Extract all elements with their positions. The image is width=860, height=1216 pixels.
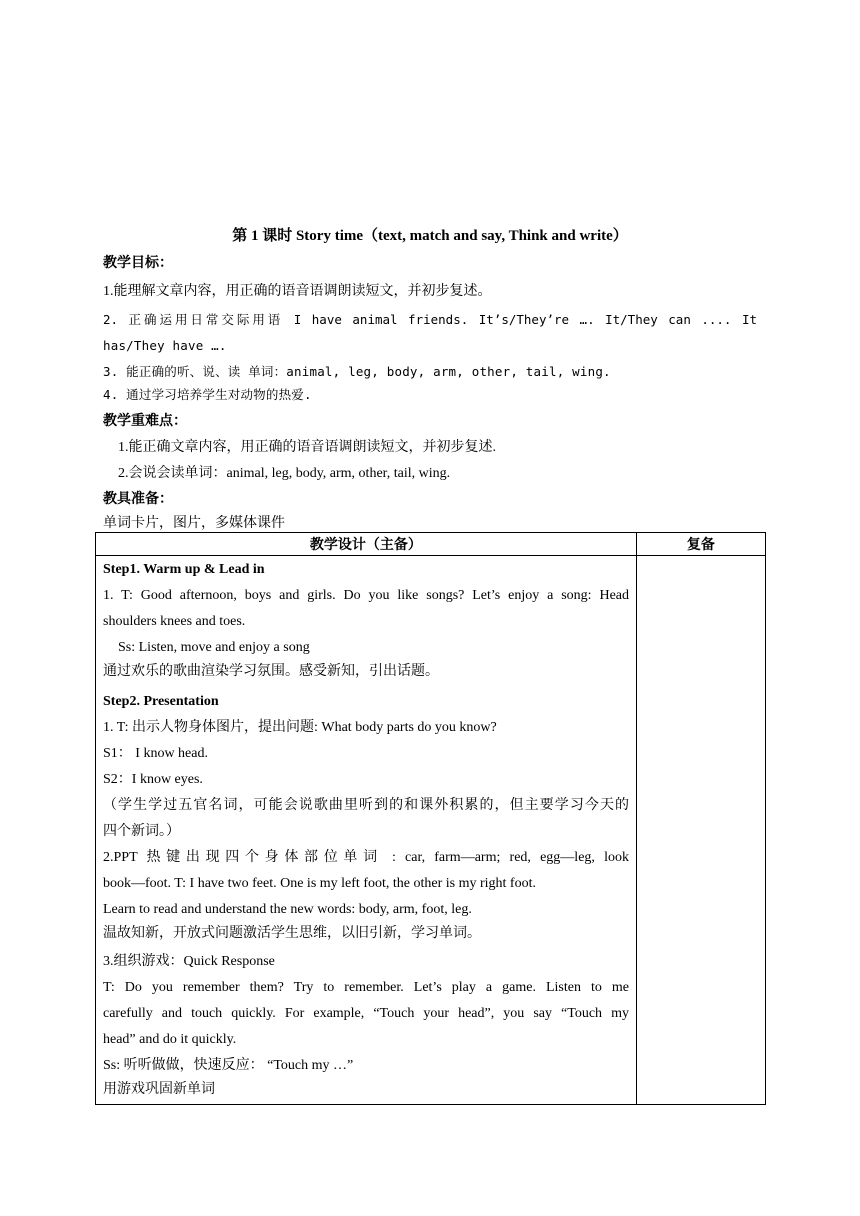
lesson-plan-table (95, 532, 766, 1105)
step2-line-12: carefully and touch quickly. For example, “Touch your head”, you say “Touch my (103, 1006, 629, 1021)
objective-item-1: 1.能理解文章内容，用正确的语音语调朗读短文，并初步复述。 (103, 284, 492, 299)
step1-line-2: shoulders knees and toes. (103, 614, 246, 629)
step2-line-10: 3.组织游戏：Quick Response (103, 954, 275, 969)
column-header-design: 教学设计（主备） (96, 533, 637, 556)
step2-line-6: 2.PPT 热键出现四个身体部位单词 : car, farm—arm; red, egg—leg, look (103, 850, 629, 865)
materials-text: 单词卡片，图片，多媒体课件 (103, 516, 285, 531)
step1-heading: Step1. Warm up & Lead in (103, 562, 265, 577)
design-cell (96, 556, 637, 1105)
step1-line-3: Ss: Listen, move and enjoy a song (118, 640, 310, 655)
key-point-item-1: 1.能正确文章内容，用正确的语音语调朗读短文，并初步复述. (118, 440, 496, 455)
step2-line-5: 四个新词。） (103, 824, 180, 839)
step2-line-9: 温故知新，开放式问题激活学生思维，以旧引新，学习单词。 (103, 926, 481, 941)
lesson-title: 第 1 课时 Story time（text, match and say, Think and write） (232, 228, 628, 244)
step2-line-15: 用游戏巩固新单词 (103, 1082, 215, 1097)
column-header-review: 复备 (636, 533, 765, 556)
objectives-heading: 教学目标： (103, 256, 173, 271)
key-point-item-2: 2.会说会读单词：animal, leg, body, arm, other, tail, wing. (118, 466, 451, 481)
step2-line-8: Learn to read and understand the new words: body, arm, foot, leg. (103, 902, 472, 917)
materials-heading: 教具准备： (103, 492, 173, 507)
objective-item-2-line-1: 2. 正确运用日常交际用语 I have animal friends. It’s/They’re …. It/They can .... It (103, 312, 757, 327)
objective-item-2-line-2: has/They have …. (103, 338, 227, 353)
step2-line-13: head” and do it quickly. (103, 1032, 237, 1047)
review-cell (636, 556, 765, 1105)
step2-line-14: Ss: 听听做做，快速反应： “Touch my …” (103, 1058, 354, 1073)
step1-note: 通过欢乐的歌曲渲染学习氛围。感受新知，引出话题。 (103, 664, 439, 679)
step1-line-1: 1. T: Good afternoon, boys and girls. Do you like songs? Let’s enjoy a song: Head (103, 588, 629, 603)
step2-line-2: S1： I know head. (103, 746, 208, 761)
step2-line-7: book—foot. T: I have two feet. One is my left foot, the other is my right foot. (103, 876, 536, 891)
objective-item-3: 3. 能正确的听、说、读 单词：animal, leg, body, arm, other, tail, wing. (103, 364, 611, 379)
step2-line-11: T: Do you remember them? Try to remember. Let’s play a game. Listen to me (103, 980, 629, 995)
step2-line-1: 1. T: 出示人物身体图片，提出问题: What body parts do you know? (103, 720, 497, 735)
step2-heading: Step2. Presentation (103, 694, 219, 709)
step2-line-3: S2：I know eyes. (103, 772, 203, 787)
key-points-heading: 教学重难点： (103, 414, 187, 429)
objective-item-4: 4. 通过学习培养学生对动物的热爱. (103, 387, 312, 402)
step2-line-4: （学生学过五官名词，可能会说歌曲里听到的和课外积累的，但主要学习今天的 (103, 798, 629, 813)
